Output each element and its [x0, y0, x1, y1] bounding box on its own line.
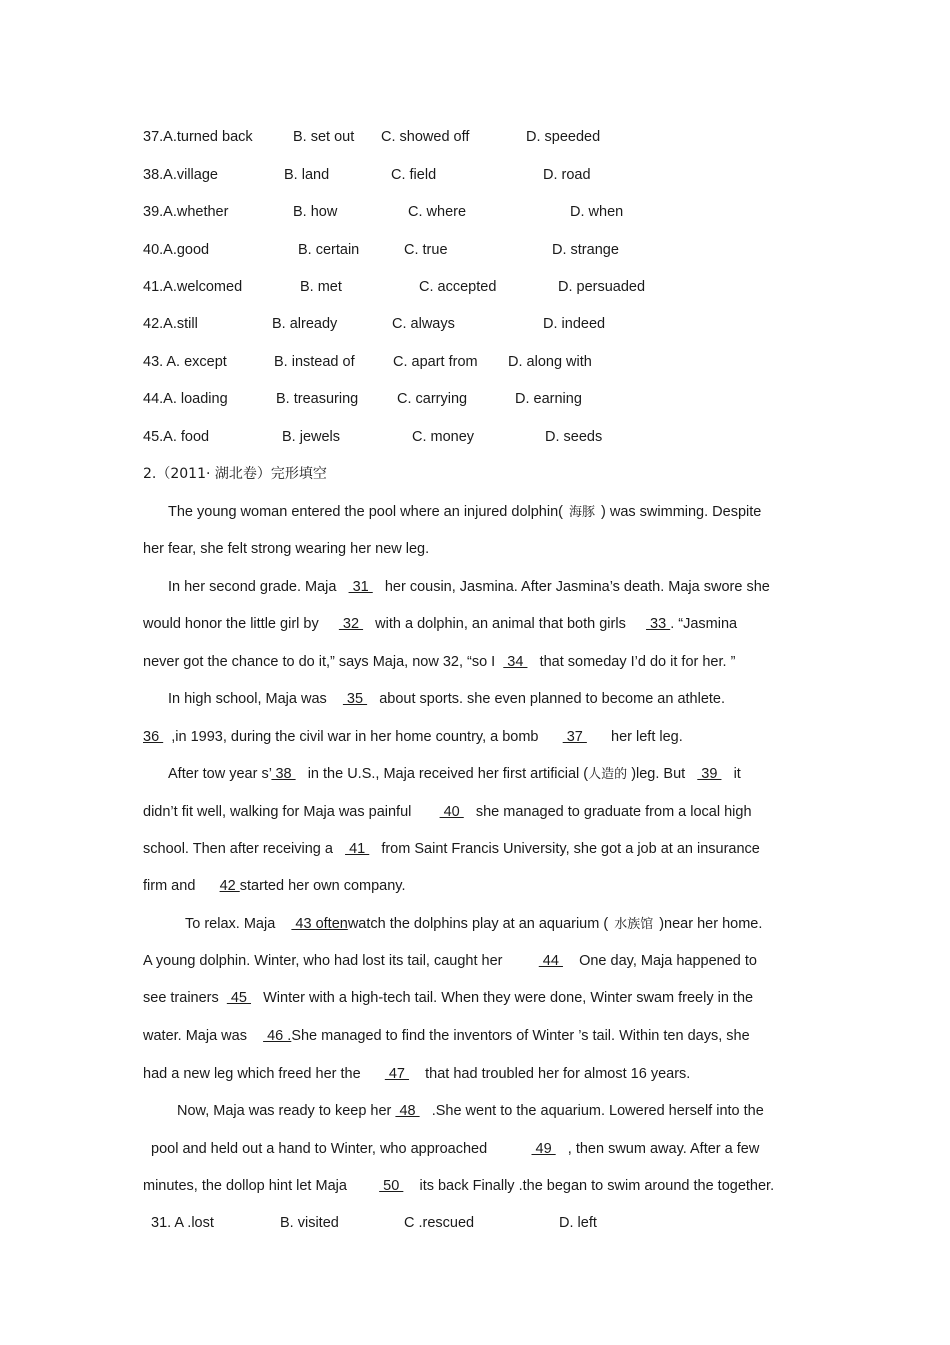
text: watch the dolphins play at an aquarium (	[347, 916, 609, 932]
text: she managed to graduate from a local high	[475, 804, 752, 820]
text: her left leg.	[611, 729, 683, 745]
passage-line	[143, 1026, 750, 1046]
text: had a new leg which freed her the	[143, 1066, 361, 1082]
text: Winter with a high-tech tail. When they were done, Winter swam freely in the	[263, 990, 754, 1006]
passage-line	[143, 839, 760, 859]
passage-line	[168, 764, 741, 785]
option-a: 42.A.still	[143, 316, 198, 332]
text: in the U.S., Maja received her first artificial (	[307, 766, 589, 782]
option-a: 38.A.village	[143, 167, 218, 183]
text: about sports. she even planned to become an athlete.	[379, 691, 726, 707]
option-b: B. how	[293, 204, 338, 220]
blank-42: 42	[219, 878, 240, 894]
text: In her second grade. Maja	[168, 579, 337, 595]
blank-39: 39	[697, 766, 722, 782]
blank-47: 47	[384, 1066, 410, 1082]
blank-33: 33	[646, 616, 671, 632]
blank-48: 48	[395, 1103, 420, 1119]
blank-38: 38	[271, 766, 296, 782]
text: firm and	[143, 878, 196, 894]
text: didn’t fit well, walking for Maja was painful	[143, 804, 412, 820]
text: minutes, the dollop hint let Maja	[143, 1178, 347, 1194]
text: .She went to the aquarium. Lowered herself into the	[431, 1103, 764, 1119]
text: pool and held out a hand to Winter, who approached	[151, 1141, 488, 1157]
option-c: C. carrying	[397, 391, 468, 407]
text: often	[315, 916, 348, 932]
passage-line	[168, 577, 770, 597]
text: To relax. Maja	[185, 916, 276, 932]
option-d: D. earning	[515, 391, 582, 407]
option-a: 44.A. loading	[143, 391, 228, 407]
section-heading: 2.（2011· 湖北卷）完形填空	[143, 466, 327, 482]
option-d: D. seeds	[545, 429, 603, 445]
text: started her own company.	[239, 878, 406, 894]
text: would honor the little girl by	[143, 616, 319, 632]
passage-line	[143, 652, 735, 672]
option-a: 39.A.whether	[143, 204, 229, 220]
passage-line	[143, 988, 753, 1008]
text: The young woman entered the pool where an injured dolphin(	[168, 504, 563, 520]
text: with a dolphin, an animal that both girls	[375, 616, 626, 632]
passage-line	[151, 1139, 759, 1159]
passage-line	[143, 876, 406, 896]
passage-line	[168, 502, 761, 523]
blank-41: 41	[345, 841, 370, 857]
passage-line: her fear, she felt strong wearing her new leg.	[143, 541, 430, 557]
passage-line	[185, 914, 762, 935]
passage-line	[143, 802, 752, 822]
text: ) was swimming. Despite	[601, 504, 762, 520]
text: She managed to find the inventors of Winter ’s tail. Within ten days, she	[291, 1028, 750, 1044]
text: that had troubled her for almost 16 years.	[425, 1066, 691, 1082]
text: )near her home.	[659, 916, 763, 932]
option-c: C .rescued	[404, 1215, 475, 1231]
text: . “Jasmina	[670, 616, 738, 632]
blank-32: 32	[338, 616, 364, 632]
option-d: D. along with	[508, 354, 592, 370]
option-a: 40.A.good	[143, 242, 210, 258]
blank-44: 44	[538, 953, 563, 969]
chinese-gloss: 人造的	[588, 767, 628, 782]
blank-34: 34	[503, 654, 528, 670]
passage-line	[177, 1101, 764, 1121]
text: it	[733, 766, 741, 782]
text: water. Maja was	[143, 1028, 247, 1044]
blank-37: 37	[562, 729, 587, 745]
passage-line	[143, 727, 683, 747]
text: from Saint Francis University, she got a job at an insurance	[381, 841, 760, 857]
option-c: C. field	[391, 167, 437, 183]
option-c: C. accepted	[419, 279, 497, 295]
option-b: B. certain	[298, 242, 360, 258]
blank-50: 50	[379, 1178, 404, 1194]
option-c: C. apart from	[393, 354, 478, 370]
option-c: C. always	[392, 316, 455, 332]
option-d: D. strange	[552, 242, 619, 258]
blank-43: 43	[291, 916, 316, 932]
option-c: C. showed off	[381, 129, 470, 145]
option-b: B. set out	[293, 129, 355, 145]
option-b: B. instead of	[274, 354, 355, 370]
passage-line	[143, 951, 757, 971]
option-d: D. indeed	[543, 316, 606, 332]
option-c: C. true	[404, 242, 448, 258]
blank-36: 36	[143, 729, 164, 745]
option-b: B. already	[272, 316, 338, 332]
passage-line	[143, 1064, 690, 1084]
blank-31: 31	[348, 579, 373, 595]
blank-45: 45	[226, 990, 252, 1006]
text: )leg. But	[631, 766, 686, 782]
option-b: B. treasuring	[276, 391, 359, 407]
option-d: D. persuaded	[558, 279, 646, 295]
text: that someday I’d do it for her. ”	[539, 654, 736, 670]
option-a: 45.A. food	[143, 429, 210, 445]
text: Now, Maja was ready to keep her	[177, 1103, 392, 1119]
text: ,in 1993, during the civil war in her home country, a bomb	[171, 729, 539, 745]
passage-line	[143, 614, 737, 634]
passage-line	[143, 1176, 774, 1196]
option-d: D. when	[570, 204, 624, 220]
chinese-gloss: 海豚	[568, 505, 595, 520]
text: After tow year s’	[168, 766, 272, 782]
text: school. Then after receiving a	[143, 841, 333, 857]
text: her cousin, Jasmina. After Jasmina’s death. Maja swore she	[384, 579, 770, 595]
chinese-gloss: 水族馆	[614, 917, 654, 932]
text: One day, Maja happened to	[579, 953, 757, 969]
option-d: D. road	[543, 167, 591, 183]
blank-46: 46 .	[263, 1028, 292, 1044]
option-b: B. visited	[280, 1215, 339, 1231]
option-a: 41.A.welcomed	[143, 279, 243, 295]
text: never got the chance to do it,” says Maja, now 32, “so I	[143, 654, 496, 670]
passage-line	[168, 689, 725, 709]
text: see trainers	[143, 990, 219, 1006]
blank-49: 49	[531, 1141, 556, 1157]
text: its back Finally .the began to swim around the together.	[419, 1178, 775, 1194]
blank-40: 40	[439, 804, 464, 820]
option-c: C. where	[408, 204, 467, 220]
text: A young dolphin. Winter, who had lost its tail, caught her	[143, 953, 503, 969]
blank-35: 35	[342, 691, 368, 707]
option-b: B. land	[284, 167, 330, 183]
option-b: B. met	[300, 279, 342, 295]
option-d: D. left	[559, 1215, 597, 1231]
option-d: D. speeded	[526, 129, 601, 145]
option-a: 37.A.turned back	[143, 129, 253, 145]
option-a: 43. A. except	[143, 354, 227, 370]
text: , then swum away. After a few	[567, 1141, 760, 1157]
option-c: C. money	[412, 429, 475, 445]
option-b: B. jewels	[282, 429, 341, 445]
option-a: 31. A .lost	[151, 1215, 214, 1231]
text: In high school, Maja was	[168, 691, 327, 707]
